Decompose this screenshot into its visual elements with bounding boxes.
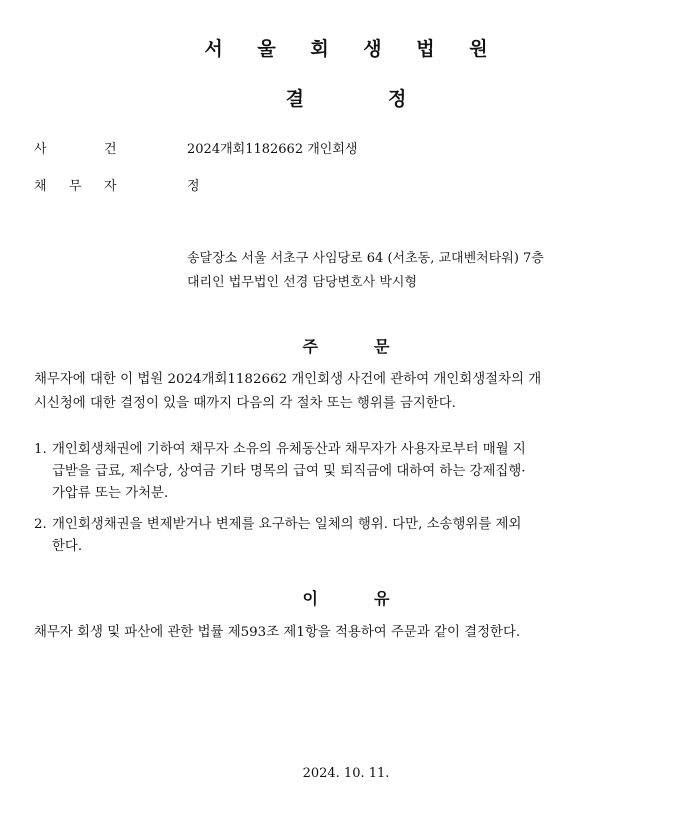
debtor-label-3: 자 (104, 179, 117, 194)
order-intro (34, 368, 674, 416)
order-item-1-line-2: 급받을 급료, 제수당, 상여금 기타 명목의 급여 및 퇴직금에 대하여 하는 강제집행· (52, 464, 526, 479)
service-address: 송달장소 서울 서초구 사임당로 64 (서초동, 교대벤처타워) 7층 (187, 251, 544, 266)
order-item-2 (34, 514, 674, 560)
order-item-2-line-1: 개인회생채권을 변제받거나 변제를 요구하는 일체의 행위. 다만, 소송행위를 제외 (52, 517, 522, 532)
decision-date: 2024. 10. 11. (302, 766, 390, 781)
case-row (0, 138, 692, 158)
debtor-label-1: 채 (34, 179, 47, 194)
order-heading (0, 334, 692, 357)
order-item-1 (34, 439, 674, 509)
order-item-1-line-3: 가압류 또는 가처분. (52, 486, 169, 501)
debtor-label-2: 무 (69, 179, 82, 194)
reason-heading-right: 유 (374, 589, 390, 608)
legal-agent: 대리인 법무법인 선경 담당변호사 박시형 (187, 275, 418, 290)
order-item-number: 2. (34, 517, 47, 532)
debtor-name: 정 (187, 179, 200, 194)
document-title-left: 결 (285, 88, 304, 110)
order-heading-right: 문 (374, 337, 390, 356)
reason-heading (0, 586, 692, 609)
case-label-2: 건 (104, 142, 117, 157)
order-heading-left: 주 (302, 337, 318, 356)
order-item-2-line-2: 한다. (52, 539, 83, 554)
debtor-row (0, 175, 692, 195)
document-title-right: 정 (388, 88, 407, 110)
case-number: 2024개회1182662 개인회생 (187, 142, 358, 157)
case-label-1: 사 (34, 142, 47, 157)
reason-heading-left: 이 (302, 589, 318, 608)
order-item-number: 1. (34, 442, 47, 457)
order-intro-line-1: 채무자에 대한 이 법원 2024개회1182662 개인회생 사건에 관하여 개인회생절차의 개 (34, 372, 542, 387)
reason-text: 채무자 회생 및 파산에 관한 법률 제593조 제1항을 적용하여 주문과 같이 결정한다. (34, 625, 521, 640)
document-title (0, 84, 692, 111)
court-name: 서 울 회 생 법 원 (204, 38, 502, 60)
order-intro-line-2: 시신청에 대한 결정이 있을 때까지 다음의 각 절차 또는 행위를 금지한다. (34, 396, 456, 411)
order-item-1-line-1: 개인회생채권에 기하여 채무자 소유의 유체동산과 채무자가 사용자로부터 매월 지 (52, 442, 526, 457)
